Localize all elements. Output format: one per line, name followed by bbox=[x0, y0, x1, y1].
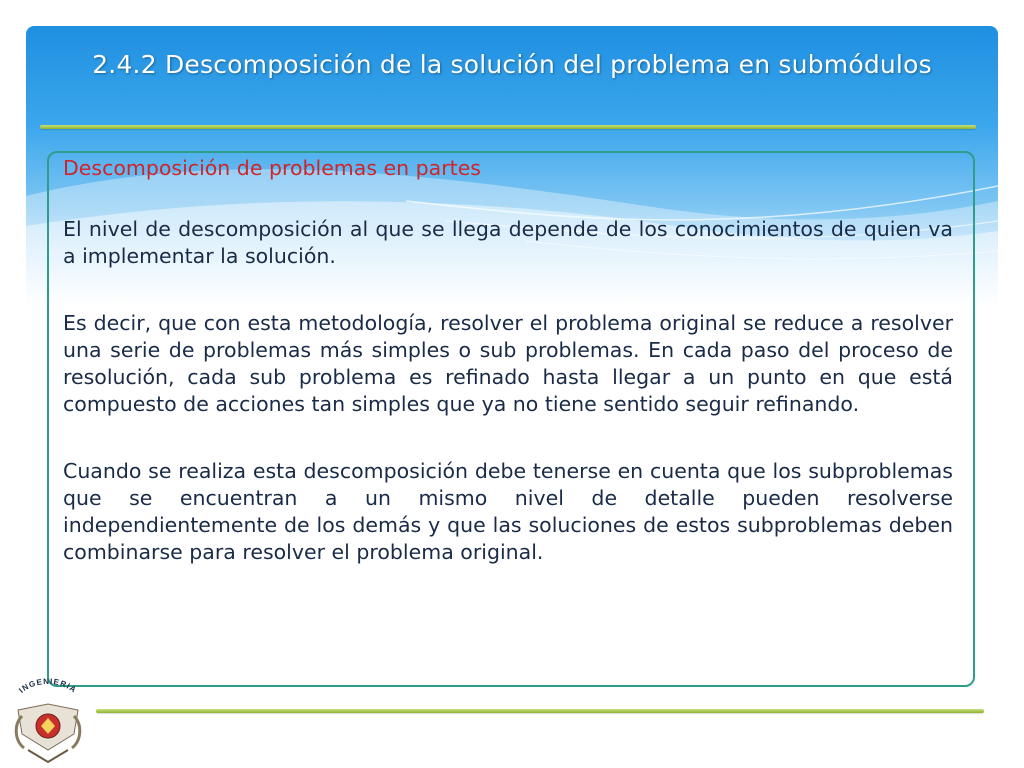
footer-divider bbox=[96, 709, 984, 713]
slide-body bbox=[63, 155, 953, 606]
paragraph-2: Es decir, que con esta metodología, resolver el problema original se reduce a resolver una serie de problemas más simples o sub problemas. En cada paso del proceso de resolución, cada sub problema es refinado hasta llegar a un punto en que está compuesto de acciones tan simples que ya no tiene sentido seguir refinando. bbox=[63, 311, 953, 416]
crest-text: INGENIERIA bbox=[17, 676, 79, 695]
paragraph-1: El nivel de descomposición al que se llega depende de los conocimientos de quien va a implementar la solución. bbox=[63, 217, 953, 268]
title-divider bbox=[40, 125, 976, 129]
section-subtitle: Descomposición de problemas en partes bbox=[63, 156, 481, 180]
svg-text:INGENIERIA bbox=[17, 677, 78, 695]
slide-title: 2.4.2 Descomposición de la solución del problema en submódulos bbox=[92, 50, 932, 79]
paragraph-3: Cuando se realiza esta descomposición debe tenerse en cuenta que los subproblemas que se encuentran a un mismo nivel de detalle pueden resolverse independientemente de los demás y que las soluciones de estos subproblemas deben combinarse para resolver el problema original. bbox=[63, 459, 953, 564]
engineering-faculty-crest-icon bbox=[8, 676, 88, 766]
